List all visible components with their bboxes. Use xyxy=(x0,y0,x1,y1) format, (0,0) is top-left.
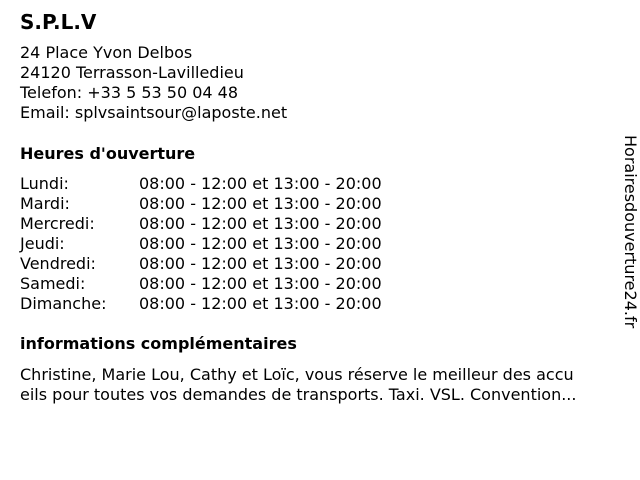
hours-row-lundi xyxy=(20,174,420,194)
email-address: Email: splvsaintsour@laposte.net xyxy=(20,103,288,122)
day-label: Mercredi: xyxy=(20,214,95,233)
info-line: eils pour toutes vos demandes de transports. Taxi. VSL. Convention... xyxy=(20,385,577,404)
hours-row-vendredi xyxy=(20,254,420,274)
day-label: Samedi: xyxy=(20,274,86,293)
business-name: S.P.L.V xyxy=(20,10,97,34)
day-label: Lundi: xyxy=(20,174,69,193)
info-line: Christine, Marie Lou, Cathy et Loïc, vous réserve le meilleur des accu xyxy=(20,365,574,384)
hours-row-mardi xyxy=(20,194,420,214)
phone-number: Telefon: +33 5 53 50 04 48 xyxy=(20,83,239,102)
time-range: 08:00 - 12:00 et 13:00 - 20:00 xyxy=(139,214,382,233)
day-label: Mardi: xyxy=(20,194,70,213)
site-watermark: Horairesdouverture24.fr xyxy=(621,135,640,329)
time-range: 08:00 - 12:00 et 13:00 - 20:00 xyxy=(139,294,382,313)
opening-hours-table xyxy=(20,174,420,314)
hours-row-mercredi xyxy=(20,214,420,234)
day-label: Vendredi: xyxy=(20,254,96,273)
additional-info-text xyxy=(20,365,630,405)
hours-row-dimanche xyxy=(20,294,420,314)
day-label: Jeudi: xyxy=(20,234,65,253)
additional-info-heading: informations complémentaires xyxy=(20,334,297,353)
hours-row-samedi xyxy=(20,274,420,294)
contact-block xyxy=(20,43,287,123)
hours-row-jeudi xyxy=(20,234,420,254)
time-range: 08:00 - 12:00 et 13:00 - 20:00 xyxy=(139,174,382,193)
address-city: 24120 Terrasson-Lavilledieu xyxy=(20,63,244,82)
day-label: Dimanche: xyxy=(20,294,107,313)
time-range: 08:00 - 12:00 et 13:00 - 20:00 xyxy=(139,274,382,293)
time-range: 08:00 - 12:00 et 13:00 - 20:00 xyxy=(139,254,382,273)
opening-hours-heading: Heures d'ouverture xyxy=(20,144,196,163)
time-range: 08:00 - 12:00 et 13:00 - 20:00 xyxy=(139,194,382,213)
time-range: 08:00 - 12:00 et 13:00 - 20:00 xyxy=(139,234,382,253)
address-street: 24 Place Yvon Delbos xyxy=(20,43,193,62)
